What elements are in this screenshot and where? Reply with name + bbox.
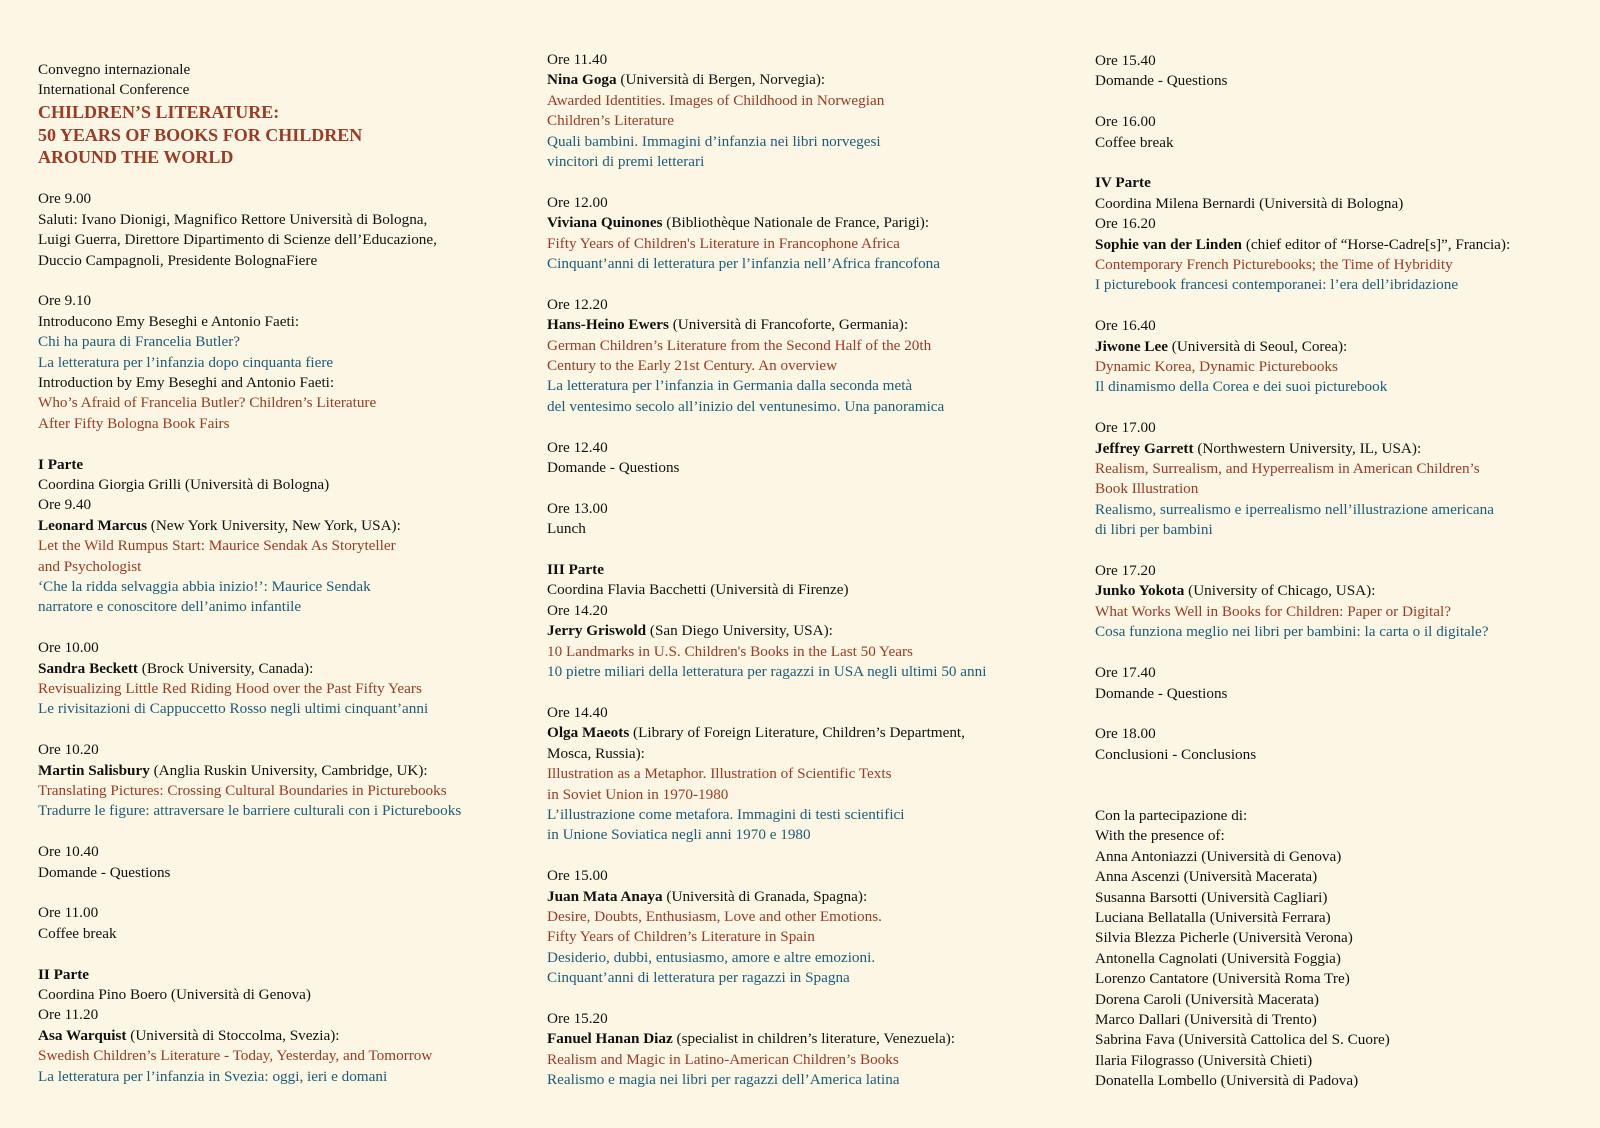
talk-title-it: ‘Che la ridda selvaggia abbia inizio!’: Maurice Sendak [38, 578, 371, 595]
session-time: Ore 16.20 [1095, 215, 1156, 233]
speaker-affiliation: (Bibliothèque Nationale de France, Parigi): [662, 214, 930, 232]
conference-title-2: 50 YEARS OF BOOKS FOR CHILDREN [38, 124, 363, 145]
session-time: Ore 17.20 [1095, 562, 1156, 580]
session-time: Ore 9.10 [38, 292, 92, 310]
session-time: Ore 18.00 [1095, 725, 1156, 743]
session-time: Ore 15.20 [547, 1009, 608, 1027]
participant: Lorenzo Cantatore (Università Roma Tre) [1095, 970, 1350, 988]
speaker-affiliation: (specialist in children’s literature, Venezuela): [672, 1030, 956, 1048]
part-heading: II Parte [38, 965, 90, 983]
session-label: Domande - Questions [547, 459, 680, 477]
talk-title-en: 10 Landmarks in U.S. Children's Books in the Last 50 Years [547, 642, 913, 660]
talk-title-en: Children’s Literature [547, 112, 674, 130]
speaker-affiliation: (Università di Stoccolma, Svezia): [126, 1026, 340, 1044]
speaker-affiliation: (University of Chicago, USA): [1184, 582, 1376, 600]
talk-title-it: in Unione Soviatica negli anni 1970 e 1980 [547, 826, 811, 844]
talk-title-en: Realism, Surrealism, and Hyperrealism in American Children’s [1095, 460, 1480, 478]
talk-title-it: Quali bambini. Immagini d’infanzia nei libri norvegesi [547, 132, 881, 150]
session-label: Conclusioni - Conclusions [1095, 745, 1257, 763]
talk-title-it: Il dinamismo della Corea e dei suoi picturebook [1095, 378, 1388, 396]
talk-title-en: Revisualizing Little Red Riding Hood over the Past Fifty Years [38, 680, 422, 698]
session-time: Ore 11.20 [38, 1006, 99, 1024]
speaker-name: Juan Mata Anaya [547, 887, 663, 905]
talk-title-en: Century to the Early 21st Century. An overview [547, 357, 838, 375]
session-time: Ore 14.20 [547, 601, 608, 619]
talk-title-en: What Works Well in Books for Children: Paper or Digital? [1095, 602, 1451, 620]
speaker-name: Hans-Heino Ewers [547, 316, 669, 334]
session-label: Coffee break [1095, 133, 1174, 151]
greetings-line: Luigi Guerra, Direttore Dipartimento di Scienze dell’Educazione, [38, 231, 437, 249]
speaker-name: Sandra Beckett [38, 659, 138, 677]
participant: Marco Dallari (Università di Trento) [1095, 1010, 1317, 1028]
speaker-affiliation: (San Diego University, USA): [646, 622, 833, 640]
participant: Antonella Cagnolati (Università Foggia) [1095, 949, 1341, 967]
speaker-name: Jiwone Lee [1095, 337, 1168, 355]
participants-heading-it: Con la partecipazione di: [1095, 806, 1248, 824]
speaker-affiliation-cont: Mosca, Russia): [547, 744, 645, 762]
talk-title-it: Chi ha paura di Francelia Butler? [38, 333, 241, 351]
session-time: Ore 13.00 [547, 499, 608, 517]
talk-title-it: Le rivisitazioni di Cappuccetto Rosso negli ultimi cinquant’anni [38, 700, 429, 718]
speaker-affiliation: (Anglia Ruskin University, Cambridge, UK): [149, 761, 428, 779]
speaker-name: Asa Warquist [38, 1026, 127, 1044]
conference-title-3: AROUND THE WORLD [38, 147, 234, 168]
talk-title-en: Let the Wild Rumpus Start: Maurice Sendak As Storyteller [38, 537, 396, 555]
session-label: Domande - Questions [1095, 72, 1228, 90]
talk-title-it: I picturebook francesi contemporanei: l’era dell’ibridazione [1095, 276, 1459, 294]
speaker-affiliation: (Brock University, Canada): [137, 659, 314, 677]
talk-title-it: Realismo e magia nei libri per ragazzi dell’America latina [547, 1071, 900, 1089]
talk-title-it: Cinquant’anni di letteratura per l’infanzia nell’Africa francofona [547, 255, 940, 273]
speaker-name: Olga Maeots [547, 724, 630, 742]
conference-title-1: CHILDREN’S LITERATURE: [38, 101, 280, 122]
talk-title-en: Desire, Doubts, Enthusiasm, Love and other Emotions. [547, 907, 882, 925]
talk-title-en: Illustration as a Metaphor. Illustration of Scientific Texts [547, 765, 892, 783]
speaker-affiliation: (Università di Bergen, Norvegia): [616, 71, 826, 89]
session-label: Coffee break [38, 924, 117, 942]
participant: Donatella Lombello (Università di Padova) [1095, 1072, 1359, 1090]
part-chair: Coordina Milena Bernardi (Università di Bologna) [1095, 194, 1404, 212]
session-time: Ore 10.40 [38, 843, 99, 861]
speaker-affiliation: (New York University, New York, USA): [146, 516, 401, 534]
talk-title-it: 10 pietre miliari della letteratura per ragazzi in USA negli ultimi 50 anni [547, 663, 987, 681]
session-time: Ore 11.00 [38, 904, 99, 922]
session-time: Ore 11.40 [547, 51, 608, 68]
session-time: Ore 16.40 [1095, 317, 1156, 335]
talk-title-en: Awarded Identities. Images of Childhood in Norwegian [547, 91, 885, 109]
talk-title-it: La letteratura per l’infanzia in Germania dalla seconda metà [547, 377, 913, 395]
talk-title-en: Who’s Afraid of Francelia Butler? Children’s Literature [38, 394, 377, 412]
session-time: Ore 16.00 [1095, 113, 1156, 131]
session-time: Ore 15.40 [1095, 52, 1156, 69]
session-time: Ore 12.00 [547, 193, 608, 211]
part-chair: Coordina Flavia Bacchetti (Università di Firenze) [547, 581, 849, 599]
participant: Sabrina Fava (Università Cattolica del S. Cuore) [1095, 1031, 1390, 1049]
talk-title-en: Fifty Years of Children’s Literature in Spain [547, 928, 815, 946]
talk-title-it: Realismo, surrealismo e iperrealismo nell’illustrazione americana [1095, 500, 1494, 518]
speaker-name: Jerry Griswold [547, 622, 647, 640]
participants-list [1095, 847, 1595, 1092]
talk-title-it: Desiderio, dubbi, entusiasmo, amore e altre emozioni. [547, 948, 876, 966]
session-time: Ore 12.40 [547, 438, 608, 456]
participant: Susanna Barsotti (Università Cagliari) [1095, 888, 1328, 906]
talk-title-en: Contemporary French Picturebooks; the Time of Hybridity [1095, 256, 1453, 274]
speaker-affiliation: (Northwestern University, IL, USA): [1193, 439, 1422, 457]
talk-title-it: Tradurre le figure: attraversare le barriere culturali con i Picturebooks [38, 802, 462, 820]
session-time: Ore 9.00 [38, 190, 92, 208]
program-column-3 [1095, 51, 1595, 1092]
talk-title-it: narratore e conoscitore dell’animo infantile [38, 598, 302, 616]
talk-title-it: Cinquant’anni di letteratura per ragazzi in Spagna [547, 969, 850, 987]
program-column-1 [38, 60, 538, 1087]
speaker-affiliation: (Library of Foreign Literature, Children’s Department, [629, 724, 965, 742]
speaker-name: Viviana Quinones [547, 214, 663, 232]
session-time: Ore 17.40 [1095, 664, 1156, 682]
session-time: Ore 12.20 [547, 295, 608, 313]
talk-title-en: Fifty Years of Children's Literature in Francophone Africa [547, 234, 900, 252]
talk-title-en: German Children’s Literature from the Second Half of the 20th [547, 336, 932, 354]
program-column-2 [547, 50, 1087, 1091]
speaker-name: Nina Goga [547, 71, 617, 89]
talk-title-en: After Fifty Bologna Book Fairs [38, 414, 230, 432]
talk-title-it: Cosa funziona meglio nei libri per bambini: la carta o il digitale? [1095, 623, 1489, 641]
talk-title-it: del ventesimo secolo all’inizio del ventunesimo. Una panoramica [547, 397, 945, 415]
talk-title-en: and Psychologist [38, 557, 142, 575]
talk-title-en: Translating Pictures: Crossing Cultural Boundaries in Picturebooks [38, 782, 447, 800]
talk-title-it: di libri per bambini [1095, 521, 1213, 539]
greetings-line: Duccio Campagnoli, Presidente BolognaFiere [38, 251, 318, 269]
intro-english: International Conference [38, 81, 190, 99]
talk-title-it: vincitori di premi letterari [547, 153, 705, 171]
part-heading: III Parte [547, 561, 604, 579]
participant: Anna Ascenzi (Università Macerata) [1095, 868, 1318, 886]
talk-title-en: Swedish Children’s Literature - Today, Yesterday, and Tomorrow [38, 1047, 433, 1065]
session-time: Ore 17.00 [1095, 419, 1156, 437]
introduction-it: Introducono Emy Beseghi e Antonio Faeti: [38, 312, 300, 330]
participant: Dorena Caroli (Università Macerata) [1095, 990, 1319, 1008]
introduction-en: Introduction by Emy Beseghi and Antonio Faeti: [38, 373, 335, 391]
talk-title-en: Realism and Magic in Latino-American Children’s Books [547, 1050, 899, 1068]
session-time: Ore 14.40 [547, 703, 608, 721]
participants-heading-en: With the presence of: [1095, 827, 1225, 845]
intro-italian: Convegno internazionale [38, 61, 191, 78]
session-time: Ore 10.20 [38, 741, 99, 759]
talk-title-it: La letteratura per l’infanzia dopo cinquanta fiere [38, 353, 334, 371]
speaker-name: Sophie van der Linden [1095, 235, 1243, 253]
session-time: Ore 10.00 [38, 639, 99, 657]
participant: Anna Antoniazzi (Università di Genova) [1095, 847, 1342, 865]
part-chair: Coordina Pino Boero (Università di Genova) [38, 986, 311, 1004]
talk-title-en: Book Illustration [1095, 480, 1199, 498]
session-time: Ore 15.00 [547, 867, 608, 885]
greetings-line: Saluti: Ivano Dionigi, Magnifico Rettore Università di Bologna, [38, 210, 428, 228]
talk-title-it: L’illustrazione come metafora. Immagini di testi scientifici [547, 805, 905, 823]
part-chair: Coordina Giorgia Grilli (Università di Bologna) [38, 475, 330, 493]
part-heading: IV Parte [1095, 174, 1151, 192]
participant: Silvia Blezza Picherle (Università Verona) [1095, 929, 1353, 947]
speaker-name: Junko Yokota [1095, 582, 1185, 600]
session-label: Domande - Questions [38, 863, 171, 881]
speaker-name: Fanuel Hanan Diaz [547, 1030, 673, 1048]
talk-title-en: in Soviet Union in 1970-1980 [547, 785, 729, 803]
speaker-name: Martin Salisbury [38, 761, 150, 779]
speaker-affiliation: (Università di Francoforte, Germania): [668, 316, 909, 334]
speaker-affiliation: (Università di Seoul, Corea): [1167, 337, 1348, 355]
speaker-affiliation: (Università di Granada, Spagna): [662, 887, 868, 905]
session-time: Ore 9.40 [38, 496, 92, 514]
part-heading: I Parte [38, 455, 84, 473]
session-label: Domande - Questions [1095, 684, 1228, 702]
participant: Luciana Bellatalla (Università Ferrara) [1095, 908, 1331, 926]
participant: Ilaria Filograsso (Università Chieti) [1095, 1051, 1313, 1069]
speaker-name: Leonard Marcus [38, 516, 147, 534]
talk-title-en: Dynamic Korea, Dynamic Picturebooks [1095, 358, 1338, 376]
session-label: Lunch [547, 520, 586, 538]
talk-title-it: La letteratura per l’infanzia in Svezia: oggi, ieri e domani [38, 1067, 388, 1085]
speaker-affiliation: (chief editor of “Horse-Cadre[s]”, Francia): [1242, 235, 1511, 253]
speaker-name: Jeffrey Garrett [1095, 439, 1194, 457]
